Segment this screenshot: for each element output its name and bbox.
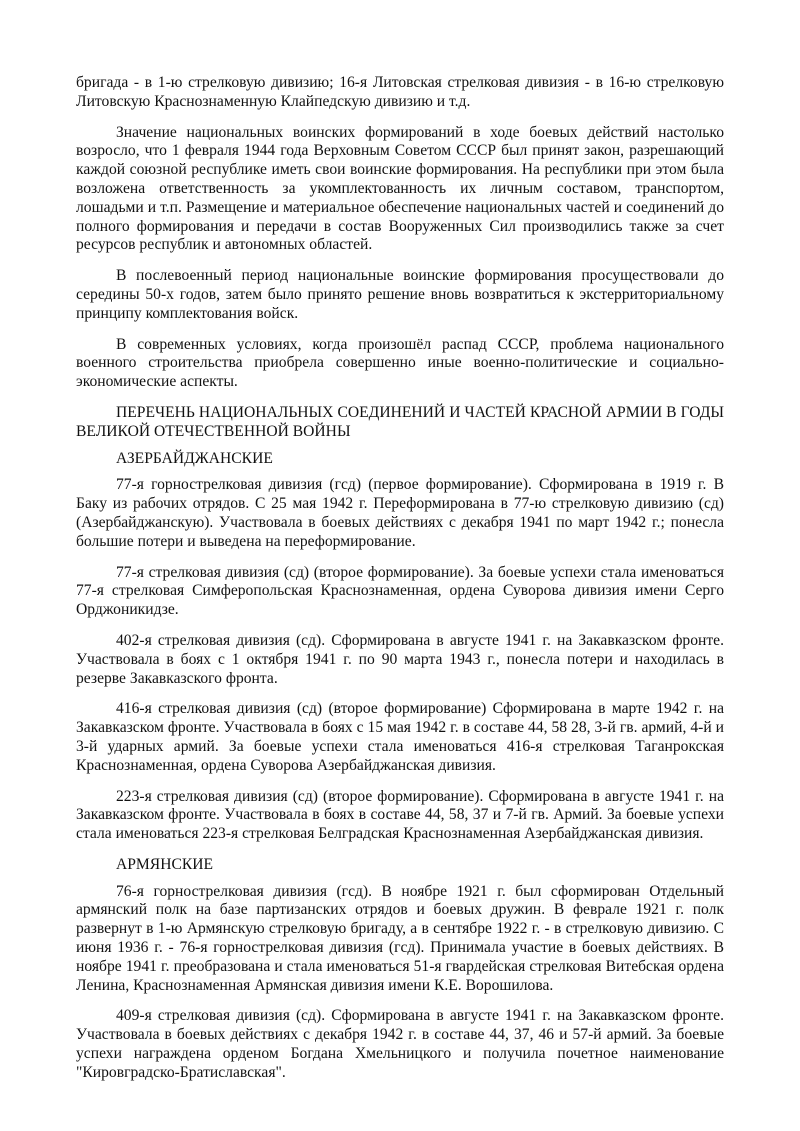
paragraph-significance: Значение национальных воинских формирований в ходе боевых действий настолько возросло, что 1 февраля 1944 года Верховным Советом СССР был принят закон, разрешающий каждой союзной республике иметь свои воинские формирования. На республики при этом была возложена ответственность за укомплектованность их личным составом, транспортом, лошадьми и т.п. Размещение и материальное обеспечение национальных частей и соединений до полного формирования и передачи в состав Вооруженных Сил производились также за счет ресурсов республик и автономных областей.: [76, 123, 724, 254]
paragraph-postwar: В послевоенный период национальные воинские формирования просуществовали до середины 50-х годов, затем было принято решение вновь возвратиться к экстерриториальному принципу комплектования войск.: [76, 267, 724, 322]
list-item: 402-я стрелковая дивизия (сд). Сформирована в августе 1941 г. на Закавказском фронте. Участвовала в боях с 1 октября 1941 г. по 90 марта 1943 г., понесла потери и находилась в резерве Закавказского фронта.: [76, 631, 724, 687]
list-title: ПЕРЕЧЕНЬ НАЦИОНАЛЬНЫХ СОЕДИНЕНИЙ И ЧАСТЕЙ КРАСНОЙ АРМИИ В ГОДЫ ВЕЛИКОЙ ОТЕЧЕСТВЕННОЙ ВОЙНЫ: [76, 403, 724, 440]
paragraph-modern: В современных условиях, когда произошёл распад СССР, проблема национального военного строительства приобрела совершенно иные военно-политические и социально-экономические аспекты.: [76, 335, 724, 391]
paragraph-continuation: бригада - в 1-ю стрелковую дивизию; 16-я Литовская стрелковая дивизия - в 16-ю стрелковую Литовскую Краснознаменную Клайпедскую дивизию и т.д.: [76, 74, 724, 110]
list-item: 223-я стрелковая дивизия (сд) (второе формирование). Сформирована в августе 1941 г. на Закавказском фронте. Участвовала в боях в составе 44, 58, 37 и 7-й гв. Армий. За боевые успехи стала именоваться 223-я стрелковая Белградская Краснознаменная Азербайджанская дивизия.: [76, 787, 724, 843]
list-item: 409-я стрелковая дивизия (сд). Сформирована в августе 1941 г. на Закавказском фронте. Участвовала в боевых действиях с декабря 1942 г. в составе 44, 37, 46 и 57-й армий. За боевые успехи награждена орденом Богдана Хмельницкого и получила почетное наименование "Кировградско-Братиславская".: [76, 1007, 724, 1081]
list-item: 76-я горнострелковая дивизия (гсд). В ноябре 1921 г. был сформирован Отдельный армянский полк на базе партизанских отрядов и боевых дружин. В феврале 1921 г. полк развернут в 1-ю Армянскую стрелковую бригаду, а в сентябре 1922 г. - в стрелковую дивизию. С июня 1936 г. - 76-я горнострелковая дивизия (гсд). Принимала участие в боевых действиях. В ноябре 1941 г. преобразована и стала именоваться 51-я гвардейская стрелковая Витебская ордена Ленина, Краснознаменная Армянская дивизия имени К.Е. Ворошилова.: [76, 882, 724, 994]
list-item: 416-я стрелковая дивизия (сд) (второе формирование) Сформирована в марте 1942 г. на Закавказском фронте. Участвовала в боях с 15 мая 1942 г. в составе 44, 58 28, 3-й гв. армий, 4-й и 3-й ударных армий. За боевые успехи стала именоваться 416-я стрелковая Таганрокская Краснознаменная, ордена Суворова Азербайджанская дивизия.: [76, 700, 724, 774]
list-item: 77-я горнострелковая дивизия (гсд) (первое формирование). Сформирована в 1919 г. В Баку из рабочих отрядов. С 25 мая 1942 г. Переформирована в 77-ю стрелковую дивизию (сд) (Азербайджанскую). Участвовала в боевых действиях с декабря 1941 по март 1942 г.; понесла большие потери и выведена на переформирование.: [76, 476, 724, 550]
list-item: 77-я стрелковая дивизия (сд) (второе формирование). За боевые успехи стала именоваться 77-я стрелковая Симферопольская Краснознаменная, ордена Суворова дивизия имени Серго Орджоникидзе.: [76, 563, 724, 619]
section-heading-armenia: АРМЯНСКИЕ: [116, 855, 214, 873]
section-heading-azerbaijan: АЗЕРБАЙДЖАНСКИЕ: [116, 449, 273, 467]
